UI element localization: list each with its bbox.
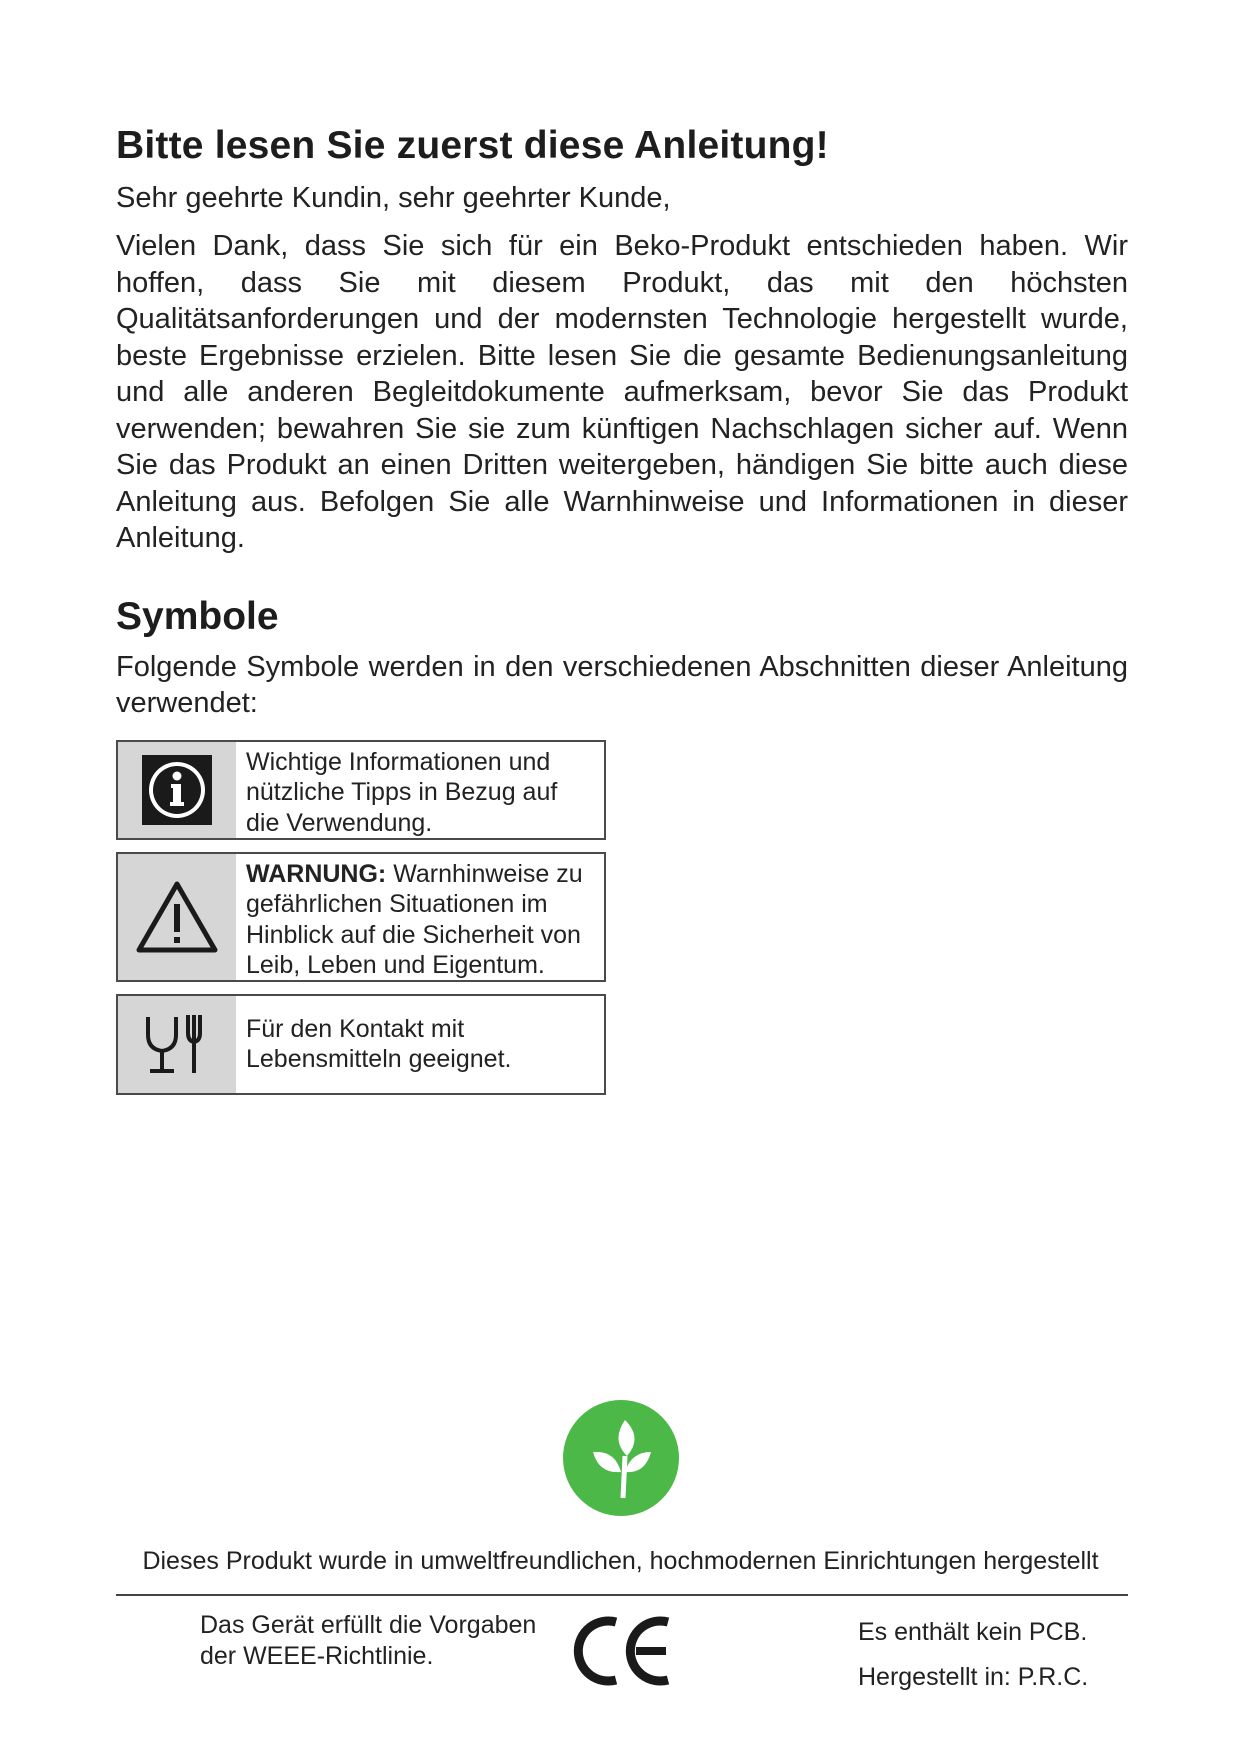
eco-statement: Dieses Produkt wurde in umweltfreundlichen, hochmodernen Einrichtungen hergestellt [142, 1547, 1099, 1575]
symbol-info-text: Wichtige Informationen und nützliche Tipps in Bezug auf die Verwendung. [246, 747, 558, 837]
symbol-warning-box [116, 852, 606, 982]
ce-mark-icon [570, 1610, 678, 1692]
eco-leaf-icon [563, 1400, 679, 1516]
warning-triangle-icon [118, 854, 236, 980]
weee-line-2: der WEEE-Richtlinie. [200, 1642, 434, 1670]
symbol-food-box [116, 994, 606, 1095]
page-title: Bitte lesen Sie zuerst diese Anleitung! [116, 124, 829, 167]
greeting: Sehr geehrte Kundin, sehr geehrter Kunde, [116, 182, 671, 214]
glass-fork-icon [118, 996, 236, 1093]
symbols-heading: Symbole [116, 594, 279, 638]
symbols-intro: Folgende Symbole werden in den verschiedenen Abschnitten dieser Anleitung verwendet: [116, 650, 1128, 719]
symbol-warning-text [236, 854, 604, 980]
origin-statement: Hergestellt in: P.R.C. [858, 1663, 1089, 1691]
info-icon [118, 742, 236, 838]
product-info [858, 1610, 1088, 1700]
pcb-statement: Es enthält kein PCB. [858, 1618, 1088, 1646]
warning-description: Warnhinweise zu gefährlichen Situationen im Hinblick auf die Sicherheit von Leib, Leben und Eigentum. [246, 859, 583, 979]
symbol-info-box [116, 740, 606, 840]
document-page [116, 120, 1128, 1107]
symbol-food-text: Für den Kontakt mit Lebensmitteln geeignet. [246, 1014, 512, 1073]
footer-divider [116, 1594, 1128, 1596]
weee-line-1: Das Gerät erfüllt die Vorgaben [200, 1611, 537, 1639]
warning-label: WARNUNG: [246, 859, 387, 888]
intro-paragraph: Vielen Dank, dass Sie sich für ein Beko-Produkt entschieden haben. Wir hoffen, dass Sie mit diesem Produkt, das mit den höchsten Qualitätsanforderungen und der modernsten Technologie hergestellt wurde, beste Ergebnisse erzielen. Bitte lesen Sie die gesamte Bedienungsanleitung und alle anderen Begleitdokumente aufmerksam, bevor Sie das Produkt verwenden; bewahren Sie sie zum künftigen Nachschlagen sicher auf. Wenn Sie das Produkt an einen Dritten weitergeben, händigen Sie bitte auch diese Anleitung aus. Befolgen Sie alle Warnhinweise und Informationen in dieser Anleitung. [116, 230, 1128, 554]
weee-statement [200, 1610, 536, 1672]
